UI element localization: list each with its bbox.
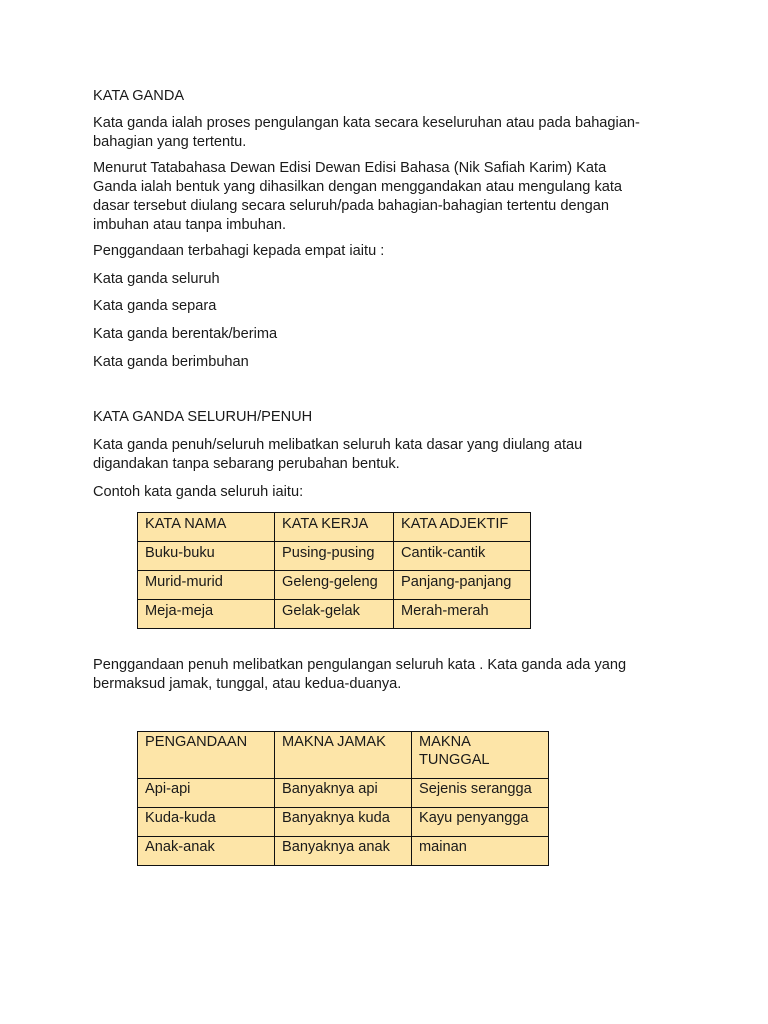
section-description — [93, 436, 693, 474]
example-table — [137, 512, 531, 629]
intro-line: Kata ganda ialah proses pengulangan kata secara keseluruhan atau pada bahagian- — [93, 115, 640, 131]
table-cell: Sejenis serangga — [412, 779, 549, 808]
table-cell: Buku-buku — [138, 542, 275, 571]
table-cell: Kayu penyangga — [412, 808, 549, 837]
example-intro: Contoh kata ganda seluruh iaitu: — [93, 484, 304, 500]
table-header-cell: KATA ADJEKTIF — [394, 513, 531, 542]
table-cell: Murid-murid — [138, 571, 275, 600]
intro-paragraph — [93, 114, 693, 152]
table-header-cell: KATA KERJA — [275, 513, 394, 542]
meaning-paragraph — [93, 656, 693, 694]
meaning-line: bermaksud jamak, tunggal, atau kedua-duanya. — [93, 676, 402, 692]
definition-line: Ganda ialah bentuk yang dihasilkan dengan menggandakan atau mengulang kata — [93, 179, 623, 195]
table-cell: Geleng-geleng — [275, 571, 394, 600]
type-item: Kata ganda berentak/berima — [93, 326, 278, 342]
table-cell: Anak-anak — [138, 837, 275, 866]
division-intro: Penggandaan terbahagi kepada empat iaitu : — [93, 243, 385, 259]
definition-line: dasar tersebut diulang secara seluruh/pada bahagian-bahagian tertentu dengan — [93, 198, 610, 214]
table-cell: Banyaknya kuda — [275, 808, 412, 837]
table-row — [138, 779, 549, 808]
table-row — [138, 600, 531, 629]
section-heading: KATA GANDA SELURUH/PENUH — [93, 409, 313, 425]
table-cell: Merah-merah — [394, 600, 531, 629]
table-row — [138, 542, 531, 571]
table-cell: Meja-meja — [138, 600, 275, 629]
definition-line: Menurut Tatabahasa Dewan Edisi Dewan Edisi Bahasa (Nik Safiah Karim) Kata — [93, 160, 607, 176]
table-header-cell: KATA NAMA — [138, 513, 275, 542]
table-cell: Pusing-pusing — [275, 542, 394, 571]
table-header-row — [138, 513, 531, 542]
intro-line: bahagian yang tertentu. — [93, 134, 247, 150]
type-item: Kata ganda separa — [93, 298, 217, 314]
header-line: TUNGGAL — [419, 752, 490, 768]
table-header-cell — [412, 732, 549, 779]
table-cell: Panjang-panjang — [394, 571, 531, 600]
table-row — [138, 837, 549, 866]
table-cell: mainan — [412, 837, 549, 866]
meaning-line: Penggandaan penuh melibatkan pengulangan seluruh kata . Kata ganda ada yang — [93, 657, 627, 673]
definition-line: imbuhan atau tanpa imbuhan. — [93, 217, 287, 233]
table-header-cell: MAKNA JAMAK — [275, 732, 412, 779]
table-cell: Banyaknya anak — [275, 837, 412, 866]
table-cell: Kuda-kuda — [138, 808, 275, 837]
description-line: digandakan tanpa sebarang perubahan bentuk. — [93, 456, 400, 472]
table-row — [138, 571, 531, 600]
table-row — [138, 808, 549, 837]
table-cell: Api-api — [138, 779, 275, 808]
table-cell: Gelak-gelak — [275, 600, 394, 629]
meaning-table — [137, 731, 549, 866]
type-item: Kata ganda berimbuhan — [93, 354, 249, 370]
definition-paragraph — [93, 159, 693, 235]
table-header-cell: PENGANDAAN — [138, 732, 275, 779]
document-title: KATA GANDA — [93, 88, 185, 104]
header-line: MAKNA — [419, 734, 471, 750]
table-cell: Banyaknya api — [275, 779, 412, 808]
table-cell: Cantik-cantik — [394, 542, 531, 571]
table-header-row — [138, 732, 549, 779]
description-line: Kata ganda penuh/seluruh melibatkan seluruh kata dasar yang diulang atau — [93, 437, 583, 453]
type-item: Kata ganda seluruh — [93, 271, 220, 287]
